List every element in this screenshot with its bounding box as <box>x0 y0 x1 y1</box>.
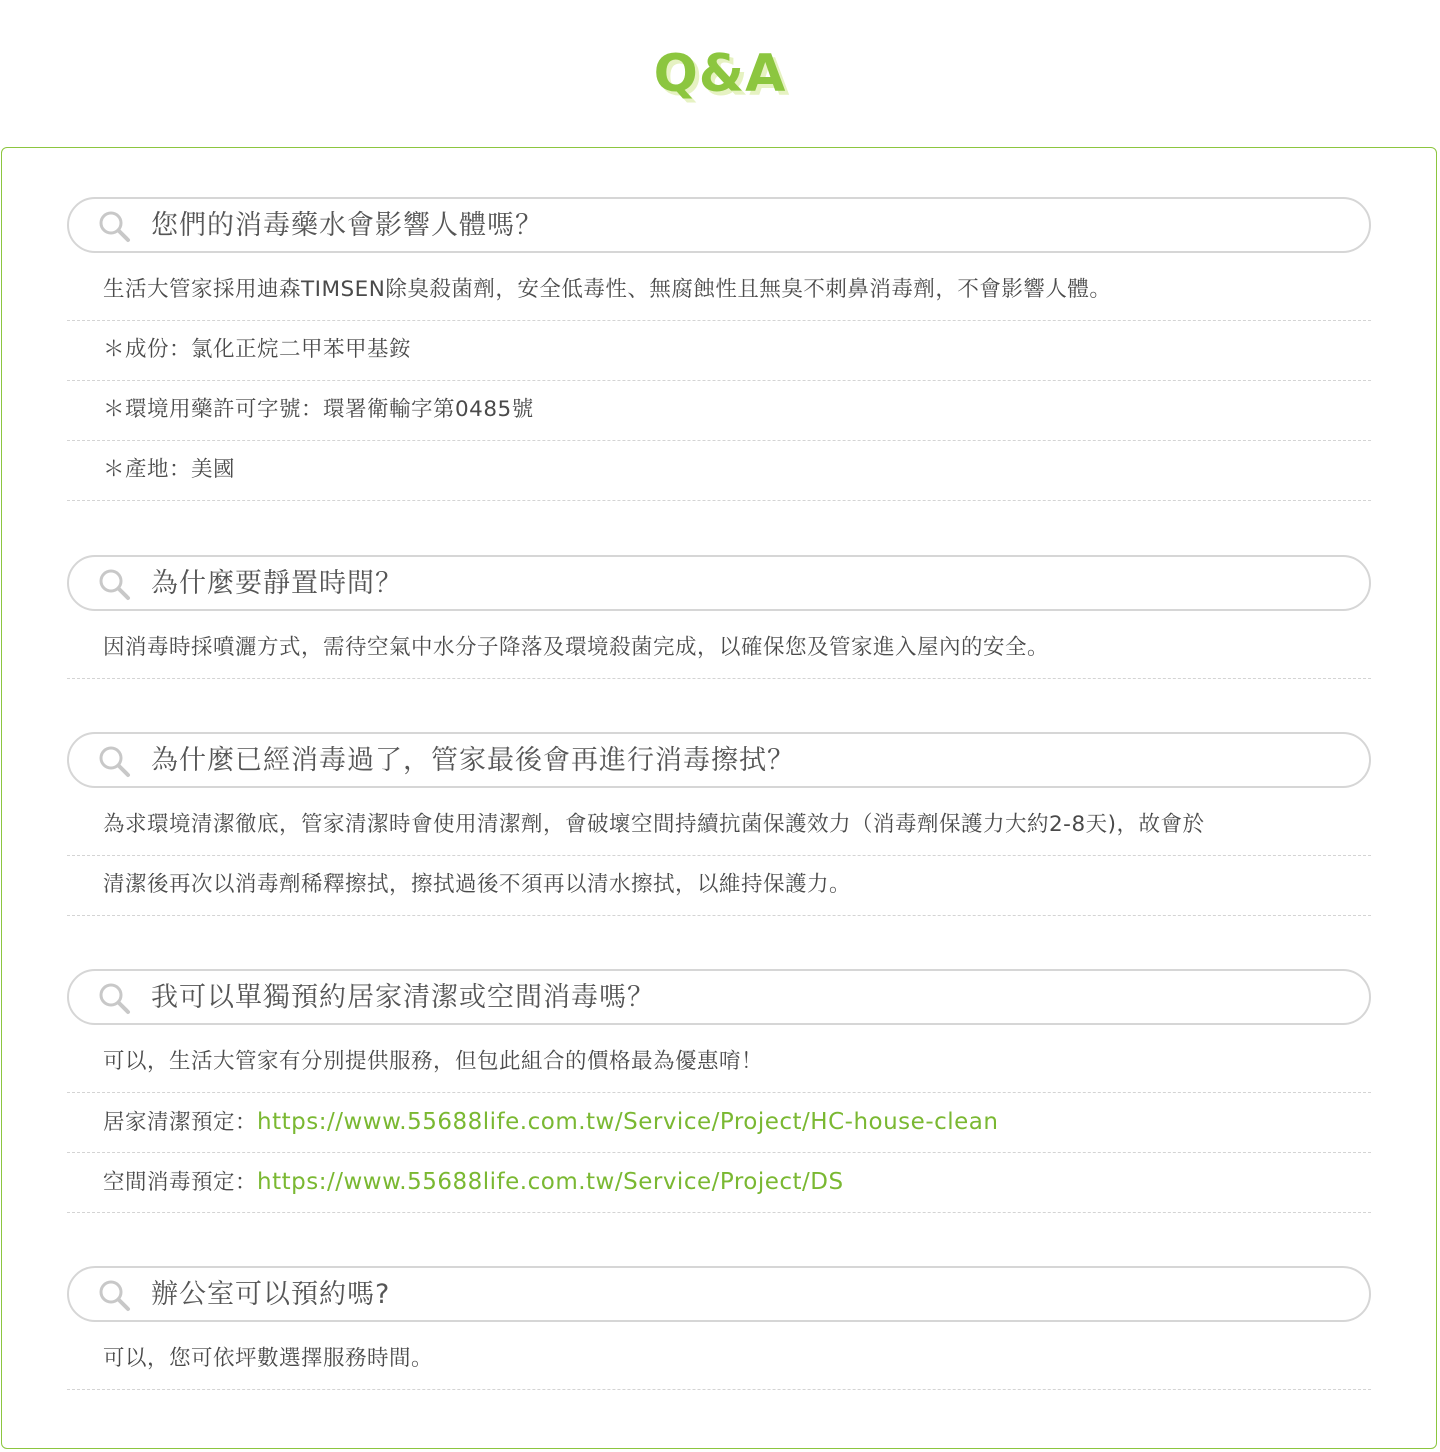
qa-item <box>67 969 1371 1213</box>
answer-line <box>67 1093 1371 1153</box>
answer-list <box>67 1330 1371 1390</box>
question-bar[interactable] <box>67 555 1371 611</box>
answer-text: 可以，您可依坪數選擇服務時間。 <box>103 1346 434 1371</box>
search-icon <box>97 1278 131 1312</box>
answer-line <box>67 1153 1371 1213</box>
search-icon <box>97 567 131 601</box>
qa-item <box>67 1266 1371 1390</box>
answer-list <box>67 1033 1371 1213</box>
question-text: 我可以單獨預約居家清潔或空間消毒嗎？ <box>151 982 655 1013</box>
answer-text: 為求環境清潔徹底，管家清潔時會使用清潔劑，會破壞空間持續抗菌保護效力（消毒劑保護力大約2-8天)，故會於 <box>103 812 1205 837</box>
page-title: Q&A <box>653 44 787 104</box>
answer-line <box>67 1330 1371 1390</box>
answer-line <box>67 796 1371 856</box>
answer-text: 因消毒時採噴灑方式，需待空氣中水分子降落及環境殺菌完成，以確保您及管家進入屋內的安全。 <box>103 635 1050 660</box>
answer-list <box>67 619 1371 679</box>
booking-label: 空間消毒預定： <box>103 1170 258 1195</box>
question-text: 為什麼要靜置時間？ <box>151 568 403 599</box>
question-bar[interactable] <box>67 732 1371 788</box>
question-bar[interactable] <box>67 197 1371 253</box>
question-text: 為什麼已經消毒過了，管家最後會再進行消毒擦拭？ <box>151 745 795 776</box>
answer-list <box>67 261 1371 501</box>
search-icon <box>97 744 131 778</box>
answer-text: 清潔後再次以消毒劑稀釋擦拭，擦拭過後不須再以清水擦拭，以維持保護力。 <box>103 872 852 897</box>
qa-item <box>67 732 1371 916</box>
search-icon <box>97 209 131 243</box>
search-icon <box>97 981 131 1015</box>
booking-label: 居家清潔預定： <box>103 1110 258 1135</box>
qa-item <box>67 555 1371 679</box>
answer-text: 可以，生活大管家有分別提供服務，但包此組合的價格最為優惠唷！ <box>103 1049 764 1074</box>
answer-text: ＊產地：美國 <box>103 457 236 482</box>
answer-text: ＊環境用藥許可字號：環署衛輸字第0485號 <box>103 397 534 422</box>
answer-text <box>103 1162 844 1203</box>
answer-line <box>67 856 1371 916</box>
house-clean-link[interactable]: https://www.55688life.com.tw/Service/Project/HC-house-clean <box>257 1109 999 1135</box>
qa-item <box>67 197 1371 501</box>
answer-line <box>67 261 1371 321</box>
answer-line <box>67 1033 1371 1093</box>
question-text: 辦公室可以預約嗎? <box>151 1279 391 1310</box>
answer-text <box>103 1102 998 1143</box>
question-text: 您們的消毒藥水會影響人體嗎？ <box>151 210 543 241</box>
question-bar[interactable] <box>67 969 1371 1025</box>
question-bar[interactable] <box>67 1266 1371 1322</box>
disinfection-link[interactable]: https://www.55688life.com.tw/Service/Project/DS <box>257 1169 844 1195</box>
answer-text: ＊成份：氯化正烷二甲苯甲基銨 <box>103 337 412 362</box>
answer-line <box>67 381 1371 441</box>
answer-list <box>67 796 1371 916</box>
answer-line <box>67 619 1371 679</box>
answer-line <box>67 321 1371 381</box>
answer-line <box>67 441 1371 501</box>
answer-text: 生活大管家採用迪森TIMSEN除臭殺菌劑，安全低毒性、無腐蝕性且無臭不刺鼻消毒劑，不會影響人體。 <box>103 277 1112 302</box>
page-header <box>0 36 1440 116</box>
